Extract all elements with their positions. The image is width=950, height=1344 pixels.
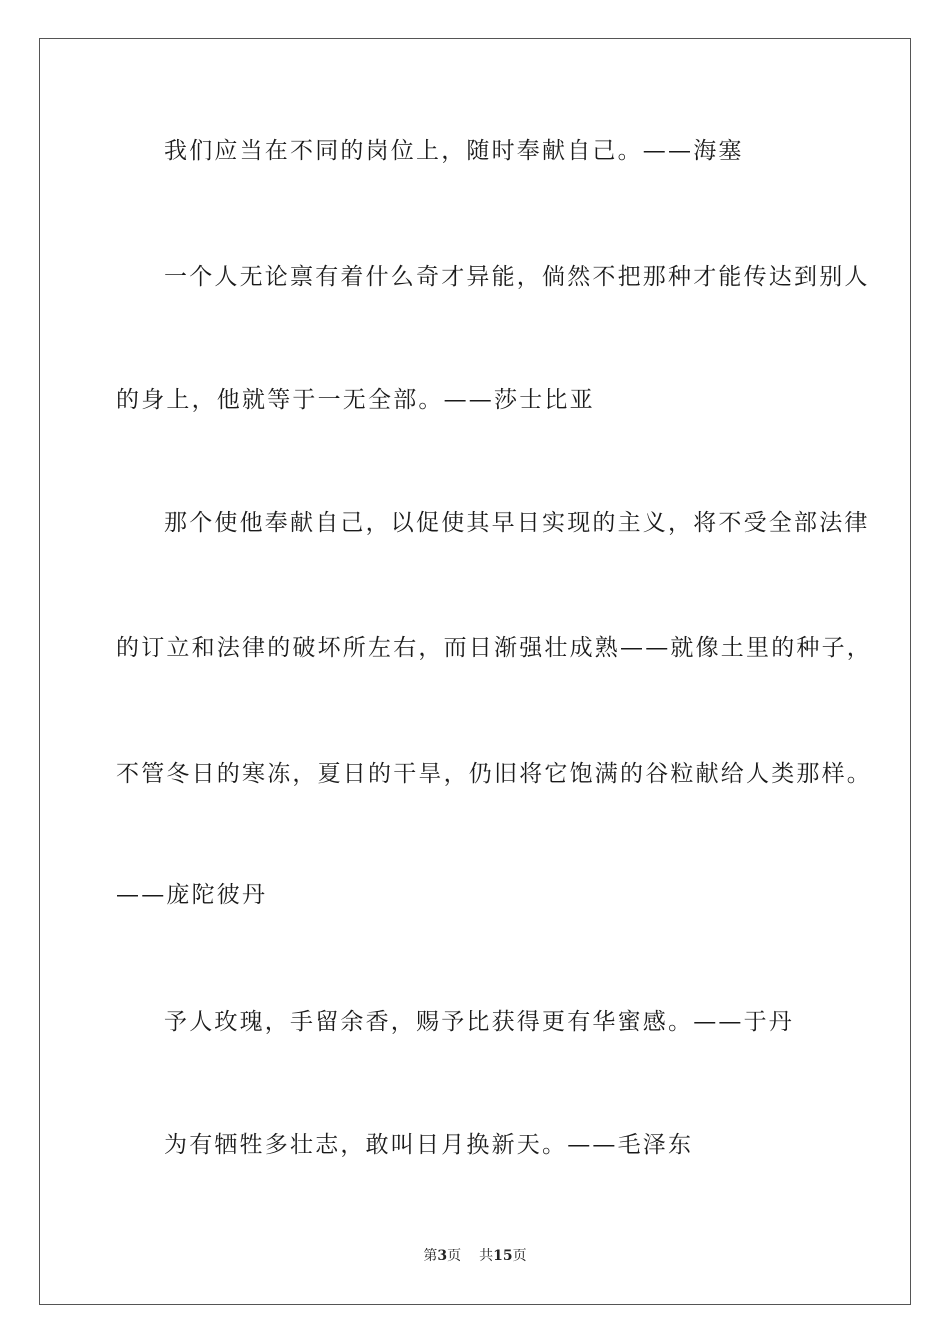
quote-line-3: 的身上，他就等于一无全部。——莎士比亚 — [116, 387, 595, 413]
quote-line-1: 我们应当在不同的岗位上，随时奉献自己。——海塞 — [164, 138, 744, 164]
quote-line-7: ——庞陀彼丹 — [116, 882, 268, 908]
quote-line-4: 那个使他奉献自己，以促使其早日实现的主义，将不受全部法律 — [164, 510, 870, 536]
quote-line-5: 的订立和法律的破坏所左右，而日渐强壮成熟——就像土里的种子， — [116, 635, 872, 661]
page-border — [39, 38, 911, 1305]
page-footer — [0, 1247, 950, 1265]
quote-line-2: 一个人无论禀有着什么奇才异能，倘然不把那种才能传达到别人 — [164, 264, 870, 290]
page-suffix: 页 — [447, 1248, 462, 1264]
total-pages: 15 — [493, 1248, 513, 1264]
page-number: 3 — [437, 1248, 448, 1264]
quote-line-9: 为有牺牲多壮志，敢叫日月换新天。——毛泽东 — [164, 1132, 694, 1158]
total-prefix: 共 — [479, 1248, 494, 1264]
quote-line-6: 不管冬日的寒冻，夏日的干旱，仍旧将它饱满的谷粒献给人类那样。 — [116, 761, 872, 787]
page-prefix: 第 — [423, 1248, 438, 1264]
quote-line-8: 予人玫瑰，手留余香，赐予比获得更有华蜜感。——于丹 — [164, 1009, 794, 1035]
total-suffix: 页 — [512, 1248, 527, 1264]
